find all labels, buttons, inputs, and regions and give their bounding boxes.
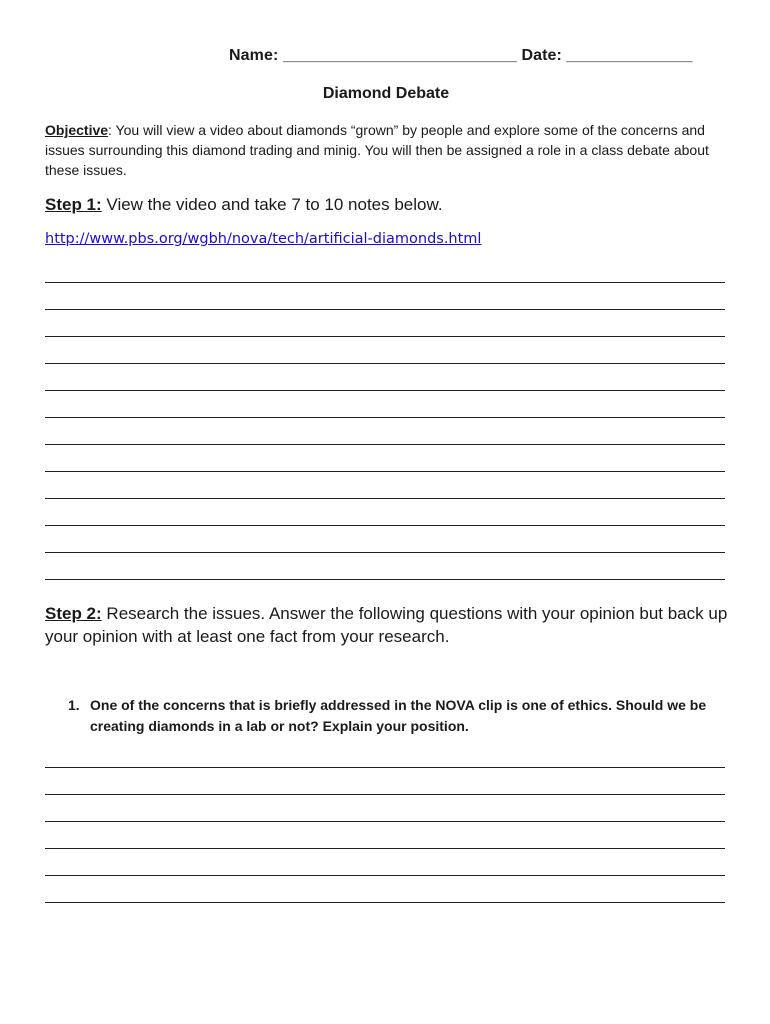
step1-text: View the video and take 7 to 10 notes below. xyxy=(101,195,443,214)
note-line[interactable] xyxy=(45,498,725,499)
question-number: 1. xyxy=(68,697,80,713)
step1-heading xyxy=(45,195,443,215)
question-text: One of the concerns that is briefly addressed in the NOVA clip is one of ethics. Should we be creating diamonds in a lab or not? Explain your position. xyxy=(90,697,707,734)
step2-text: Research the issues. Answer the following questions with your opinion but back up your opinion with at least one fact from your research. xyxy=(45,604,728,646)
step1-label: Step 1: xyxy=(45,195,102,214)
objective-paragraph xyxy=(45,120,735,180)
answer-line[interactable] xyxy=(45,794,725,795)
name-label: Name: xyxy=(229,47,279,64)
note-line[interactable] xyxy=(45,471,725,472)
note-line[interactable] xyxy=(45,417,725,418)
note-line[interactable] xyxy=(45,336,725,337)
name-date-header xyxy=(229,47,693,65)
objective-text: : You will view a video about diamonds “grown” by people and explore some of the concerns and issues surrounding this diamond trading and minig. You will then be assigned a role in a class debate about these issues. xyxy=(45,122,709,178)
note-line[interactable] xyxy=(45,579,725,580)
answer-line[interactable] xyxy=(45,821,725,822)
answer-line[interactable] xyxy=(45,875,725,876)
answer-line[interactable] xyxy=(45,848,725,849)
answer-line[interactable] xyxy=(45,902,725,903)
date-blank[interactable]: ______________ xyxy=(566,47,693,64)
note-line[interactable] xyxy=(45,282,725,283)
note-line[interactable] xyxy=(45,444,725,445)
page-title-text: Diamond Debate xyxy=(322,85,450,102)
note-line[interactable] xyxy=(45,363,725,364)
objective-label: Objective xyxy=(45,122,109,138)
note-line[interactable] xyxy=(45,309,725,310)
page-title xyxy=(0,85,770,103)
step2-paragraph xyxy=(45,602,735,648)
note-line[interactable] xyxy=(45,525,725,526)
name-blank[interactable]: __________________________ xyxy=(282,47,517,64)
video-link[interactable]: http://www.pbs.org/wgbh/nova/tech/artificial-diamonds.html xyxy=(45,231,482,247)
answer-line[interactable] xyxy=(45,767,725,768)
step2-label: Step 2: xyxy=(45,604,102,623)
question-1 xyxy=(68,695,728,737)
note-line[interactable] xyxy=(45,390,725,391)
note-line[interactable] xyxy=(45,552,725,553)
date-label: Date: xyxy=(521,47,562,64)
